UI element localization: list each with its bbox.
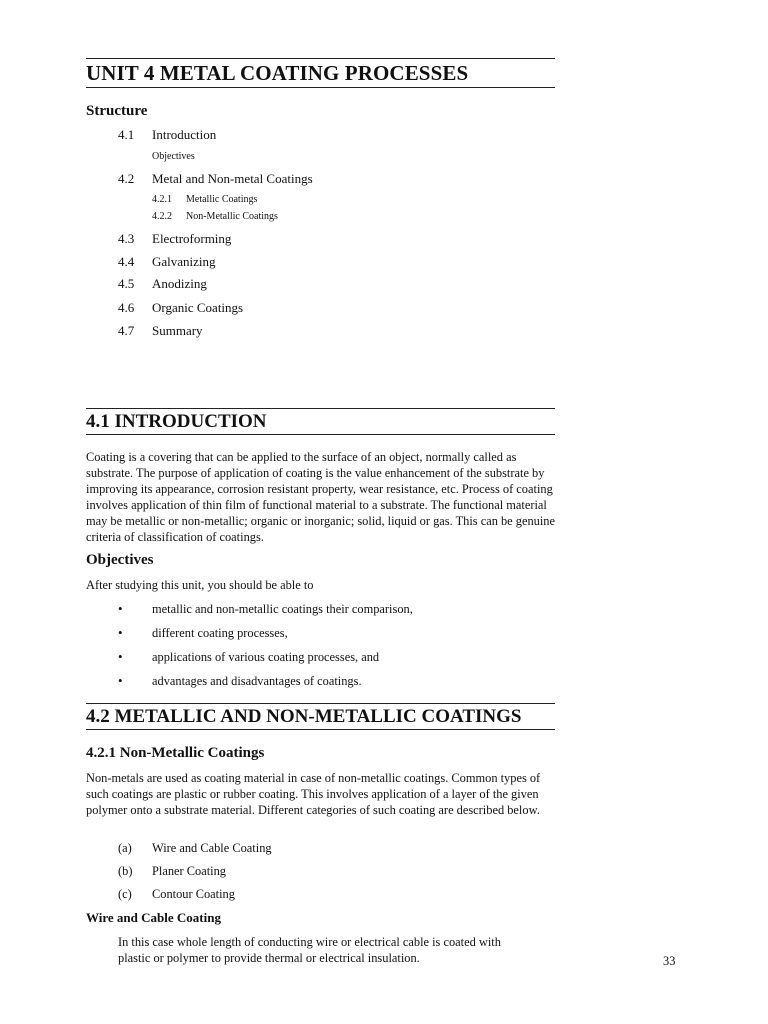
title-bottom-rule [86,87,555,88]
objective-item: applications of various coating processes, and [152,650,380,664]
objective-item: metallic and non-metallic coatings their comparison, [152,602,413,616]
title-top-rule [86,58,555,59]
intro-top-rule [86,408,555,409]
wire-cable-paragraph: In this case whole length of conducting wire or electrical cable is coated with plastic or polymer to provide thermal or electrical insulation. [118,935,501,965]
toc-item-objectives: Objectives [152,151,195,162]
list-item: Planer Coating [152,864,226,878]
bullet-icon: • [118,673,123,688]
toc-item-introduction: Introduction [152,127,217,142]
toc-item-anodizing: Anodizing [152,276,207,291]
intro-paragraph: Coating is a covering that can be applied to the surface of an object, normally called as substrate. The purpose of application of coating is the value enhancement of the substrate by improving its appearance, corrosion resistant property, wear resistance, etc. Process of coating involves application of thin film of functional material to a substrate. The functional material may be metallic or non-metallic; organic or inorganic; solid, liquid or gas. This can be genuine criteria of classification of coatings. [86,450,556,544]
bullet-icon: • [118,601,123,616]
objective-item: advantages and disadvantages of coatings. [152,674,362,688]
bullet-icon: • [118,625,123,640]
toc-number: 4.2 [118,171,135,186]
toc-number: 4.5 [118,276,135,291]
intro-heading: 4.1 INTRODUCTION [86,411,267,432]
toc-item-organic: Organic Coatings [152,300,244,315]
objectives-heading: Objectives [86,552,154,568]
list-marker: (a) [118,841,132,855]
list-marker: (b) [118,864,133,878]
objectives-lead: After studying this unit, you should be able to [86,578,314,592]
toc-item-nonmetallic: Non-Metallic Coatings [186,211,278,222]
toc-number: 4.4 [118,254,135,269]
toc-item-electroforming: Electroforming [152,231,232,246]
section42-heading: 4.2 METALLIC AND NON-METALLIC COATINGS [86,706,522,727]
nonmetallic-paragraph: Non-metals are used as coating material in case of non-metallic coatings. Common types of such coatings are plastic or rubber coating. This involves application of a layer of the given polymer onto a substrate material. Different categories of such coating are described below. [86,771,541,817]
unit-title: UNIT 4 METAL COATING PROCESSES [86,61,469,85]
toc-item-metallic: Metallic Coatings [186,194,258,205]
wire-cable-heading: Wire and Cable Coating [86,910,221,925]
subsection-heading: 4.2.1 Non-Metallic Coatings [86,745,265,761]
section42-top-rule [86,703,555,704]
toc-item-galvanizing: Galvanizing [152,254,216,269]
toc-number: 4.3 [118,231,135,246]
toc-number: 4.2.1 [152,194,172,205]
toc-number: 4.7 [118,323,135,338]
toc-item-coatings: Metal and Non-metal Coatings [152,171,313,186]
toc-number: 4.2.2 [152,211,172,222]
list-item: Wire and Cable Coating [152,841,272,855]
objective-item: different coating processes, [152,626,288,640]
bullet-icon: • [118,649,123,664]
toc-number: 4.1 [118,127,135,142]
list-item: Contour Coating [152,887,235,901]
page-number: 33 [663,954,676,968]
section42-bottom-rule [86,729,555,730]
toc-number: 4.6 [118,300,135,315]
structure-heading: Structure [86,103,148,119]
list-marker: (c) [118,887,132,901]
toc-item-summary: Summary [152,323,203,338]
intro-bottom-rule [86,434,555,435]
